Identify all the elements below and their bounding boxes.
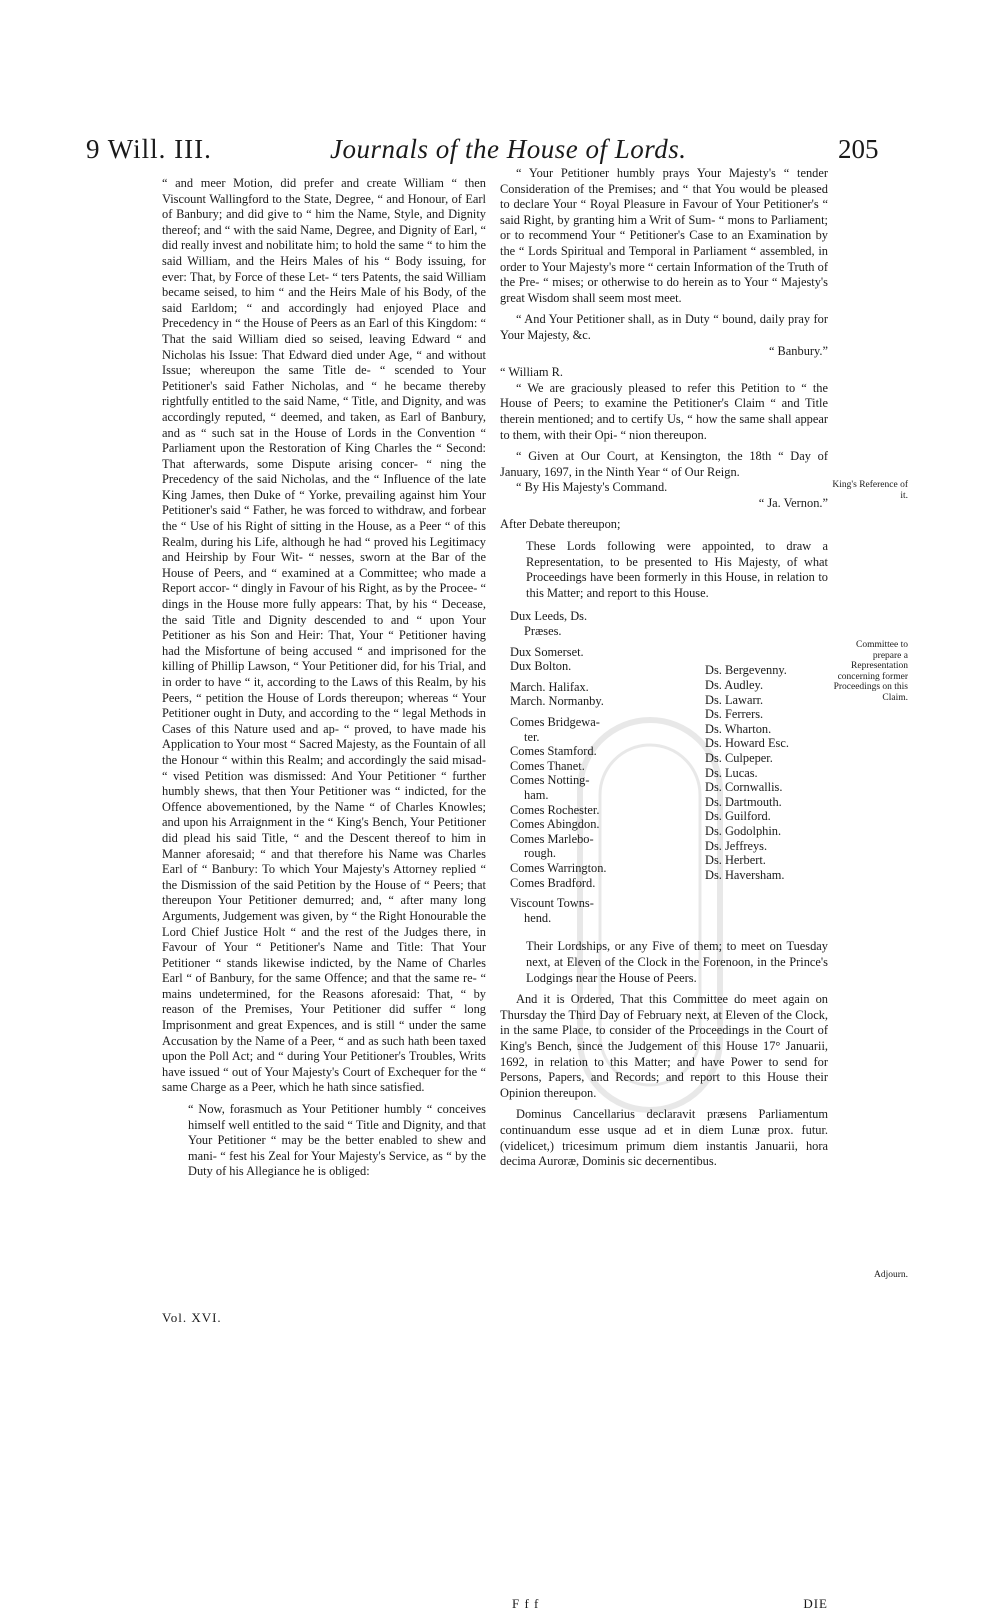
margin-note-reference: King's Reference of it. bbox=[832, 480, 908, 501]
list-item: Ds. Ferrers. bbox=[705, 707, 764, 722]
list-item: Ds. Herbert. bbox=[705, 853, 766, 868]
list-item: Ds. Audley. bbox=[705, 678, 764, 693]
after-debate: After Debate thereupon; bbox=[500, 517, 621, 532]
list-item: March. Halifax. bbox=[510, 679, 589, 694]
left-column bbox=[162, 176, 486, 1180]
committee-members bbox=[500, 609, 828, 939]
petition-prayer: “ Your Petitioner humbly prays Your Majesty's “ tender Consideration of the Premises; and “ that You would be pleased to declare Your “ Royal Pleasure in Favour of Your Petitioner's “ said Right, by granting him a Writ of Sum- “ mons to Parliament; or to recommend Your “ Petitioner's Case to an Examination by the “ Lords Spiritual and Temporal in Parliament “ assembled, in order to Your Majesty's more “ certain Information of the Truth of the Pre- “ mises; or otherwise to do herein as to Your “ Majesty's great Wisdom shall seem most meet. bbox=[500, 166, 828, 305]
list-item: Ds. Culpeper. bbox=[705, 751, 773, 765]
given-at: “ Given at Our Court, at Kensington, the 18th “ Day of January, 1697, in the Ninth Year “ of Our Reign. bbox=[500, 449, 828, 479]
list-item: Dux Somerset. bbox=[510, 644, 584, 659]
list-item: Comes Notting- bbox=[510, 773, 590, 788]
list-item: March. Normanby. bbox=[510, 694, 604, 709]
list-item: Comes Bradford. bbox=[510, 875, 596, 890]
volume-label: Vol. XVI. bbox=[162, 1310, 222, 1325]
command-signature: “ Ja. Vernon.” bbox=[758, 495, 828, 510]
margin-note-adjourn: Adjourn. bbox=[873, 1270, 908, 1280]
list-item: Ds. Godolphin. bbox=[705, 823, 782, 838]
list-item: Ds. Jeffreys. bbox=[705, 838, 768, 853]
list-item: Comes Bridgewa- bbox=[510, 715, 600, 729]
adjournment-text: Dominus Cancellarius declaravit præsens Parliamentum continuandum esse usque ad et in diem Lunæ prox. futur. (videlicet,) tricesimum primum diem instantis Januarii, hora decima Auroræ, Dominis sic decernentibus. bbox=[500, 1107, 828, 1169]
list-item: Comes Warrington. bbox=[510, 860, 607, 875]
list-item: Præses. bbox=[524, 624, 562, 639]
list-item: Dux Leeds, Ds. bbox=[510, 609, 588, 624]
royal-reference-text: “ We are graciously pleased to refer this Petition to “ the House of Peers; to examine the Petitioner's Claim “ and Title therein mentioned; and to certify Us, “ how the same shall appear to them, with their Opi- “ nion thereupon. bbox=[500, 380, 828, 442]
right-column bbox=[500, 166, 828, 1170]
list-item: Ds. Cornwallis. bbox=[705, 780, 783, 795]
list-item: Ds. Wharton. bbox=[705, 721, 772, 736]
list-item: ter. bbox=[524, 729, 540, 744]
list-item: Ds. Haversham. bbox=[705, 867, 785, 882]
list-item: Ds. Guilford. bbox=[705, 809, 771, 824]
members-right-list bbox=[705, 663, 845, 882]
royal-heading: “ William R. bbox=[500, 365, 563, 380]
list-item: Comes Stamford. bbox=[510, 744, 597, 759]
committee-appointment: These Lords following were appointed, to draw a Representation, to be presented to His Majesty, of what Proceedings have been formerly in this House, in relation to this Matter; and report to this House. bbox=[526, 539, 828, 600]
list-item: Ds. Dartmouth. bbox=[705, 794, 782, 809]
list-item: Viscount Towns- bbox=[510, 896, 594, 911]
by-command: “ By His Majesty's Command. bbox=[516, 480, 668, 495]
list-item: Ds. Howard Esc. bbox=[705, 736, 789, 751]
list-item: Ds. Lawarr. bbox=[705, 692, 764, 707]
list-item: Comes Rochester. bbox=[510, 802, 600, 817]
quorum-text: Their Lordships, or any Five of them; to meet on Tuesday next, at Eleven of the Clock in the Forenoon, in the Prince's Lodgings near the House of Peers. bbox=[526, 939, 828, 985]
list-item: Comes Abingdon. bbox=[510, 817, 600, 832]
members-left-list bbox=[510, 609, 680, 925]
list-item: rough. bbox=[524, 846, 557, 861]
header-regnal-year: 9 Will. III. bbox=[86, 134, 212, 164]
page-number: 205 bbox=[838, 134, 879, 164]
list-item: Ds. Lucas. bbox=[705, 765, 758, 780]
list-item: Comes Marlebo- bbox=[510, 831, 594, 846]
signature-mark: F f f bbox=[512, 1596, 540, 1611]
petition-signature: “ Banbury.” bbox=[768, 343, 828, 358]
margin-note-committee: Committee to prepare a Representation concerning former Proceedings on this Claim. bbox=[833, 640, 908, 703]
order-text: And it is Ordered, That this Committee do meet again on Thursday the Third Day of February next, at Eleven of the Clock, in the same Place, to consider of the Proceedings in the Court of King's Bench, since the Judgement of this House 17° Januarii, 1692, in relation to this Matter; and have Power to send for Persons, Papers, and Records; and report to this House their Opinion thereupon. bbox=[500, 992, 828, 1100]
list-item: hend. bbox=[524, 910, 552, 925]
list-item: Dux Bolton. bbox=[510, 659, 572, 674]
list-item: Ds. Bergevenny. bbox=[705, 663, 787, 678]
catchword: DIE bbox=[803, 1596, 828, 1611]
petition-close: “ And Your Petitioner shall, as in Duty “ bound, daily pray for Your Majesty, &c. bbox=[500, 312, 828, 342]
list-item: Comes Thanet. bbox=[510, 758, 585, 773]
list-item: ham. bbox=[524, 787, 549, 802]
petition-paragraph: “ Now, forasmuch as Your Petitioner humbly “ conceives himself well entitled to the said “ Title and Dignity, and that Your Petitioner “ may be the better enabled to shew and mani- “ fest his Zeal for Your Majesty's Service, as “ by the Duty of his Allegiance he is obliged: bbox=[188, 1102, 486, 1179]
header-title: Journals of the House of Lords. bbox=[330, 134, 687, 164]
petition-paragraph: “ and meer Motion, did prefer and create William “ then Viscount Wallingford to the State, Degree, “ and Honour, of Earl of Banbury; and did give to “ him the Name, Style, and Dignity thereof; and “ with the said Name, Degree, and Dignity of Earl, “ did really invest and nobilitate him; to hold the same “ to him the said William, and the Heirs Males of his “ Body issuing, for ever: That, by Force of these Let- “ ters Patents, the said William became seised, to him “ and the Heirs Male of his Body, of the said Earldom; “ and accordingly had enjoyed Place and Precedency in “ the House of Peers as an Earl of this Kingdom: “ That the said William died so seised, leaving Edward “ and Nicholas his Issue: That Edward died under Age, “ and without Issue; whereupon the same Title de- “ scended to Your Petitioner's said Father Nicholas, and “ he became thereby rightfully entitled to the said Name, “ Title, and Dignity, and was accordingly reputed, “ deemed, and taken, as Earl of Banbury, and as “ such sat in the House of Lords in the Convention “ Parliament upon the Restoration of King Charles the “ Second: That afterwards, some Dispute arising concer- “ ning the Precedency of the said Nicholas, and the “ Influence of the late King James, then Duke of “ Yorke, prevailing against him Your Petitioner's said “ Father, he was forced to withdraw, and forbear the “ Use of his Right of sitting in the House, as a Peer “ of this Realm, during his Life, although he had “ proved his Legitimacy and Heirship by Four Wit- “ nesses, sworn at the Bar of the House of Peers, and “ examined at a Committee; who made a Report accor- “ dingly in Favour of his Right, as by the Procee- “ dings in the House more fully appears: That, by his “ Decease, the said Title and Dignity descended to and “ upon Your Petitioner as his Son and Heir: That, Your “ Petitioner having had the Misfortune of being accused “ and imprisoned for the killing of Phillip Lawson, “ Your Petitioner did, for his Trial, and in order to have “ it, according to the Laws of this Realm, by his Peers, “ petition the House of Lords thereupon; whereas “ Your Petitioner ought in Duty, and according to the “ legal Methods in Cases of this Nature used and ap- “ proved, to have made his Application to Your most “ Sacred Majesty, as the Fountain of all the Honour “ within this Realm; and accordingly the said misad- “ vised Petition was dismissed: And Your Petitioner “ further humbly shews, that then Your Petitioner was “ indicted, for the Offence abovementioned, by the Name “ of Charles Knowles; and upon his Arraignment in the “ King's Bench, Your Petitioner did plead his said Title, “ and the Descent thereof to him in Manner aforesaid; “ and that therefore his Name was Charles Earl of “ Banbury: To which Your Majesty's Attorney replied “ the Dismission of the said Petition by the House of “ Peers; that thereupon Your Petitioner demurred; and, “ after many long Arguments, Judgement was given, by “ the Right Honourable the Lord Chief Justice Holt “ and the rest of the Judges there, in Favour of Your “ Petitioner's Name and Title: That Your Petitioner “ stands likewise indicted, by the Name of Charles Earl “ of Banbury, for the same Offence; and that the same re- “ mains undetermined, for the Reasons aforesaid: That, “ by reason of the Premises, Your Petitioner did suffer “ long Imprisonment and great Expences, and is still “ under the same Accusation by the Name of a Peer, “ and as such hath been taxed upon the Poll Act; and “ during Your Petitioner's Troubles, Writs have issued “ out of Your Majesty's Court of Exchequer for the “ same Charge as a Peer, which he hath since satisfied. bbox=[162, 176, 486, 1095]
